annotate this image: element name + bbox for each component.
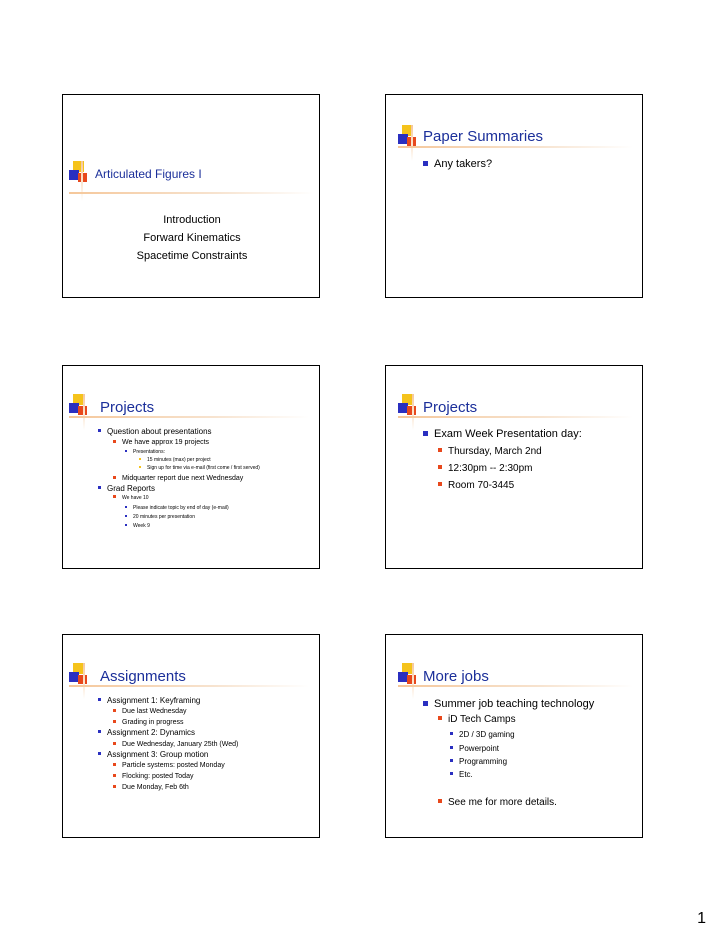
bullet-item: Programming xyxy=(450,758,507,766)
slide-line: Forward Kinematics xyxy=(143,232,241,244)
bullet-item: iD Tech Camps xyxy=(438,715,516,725)
slide-title: More jobs xyxy=(423,668,489,685)
page-number: 1 xyxy=(697,910,706,927)
bullet-item: Grading in progress xyxy=(113,719,183,726)
bullet-item: Assignment 3: Group motion xyxy=(98,751,208,759)
bullet-item: Flocking: posted Today xyxy=(113,773,193,780)
slide-line: Introduction xyxy=(163,214,221,226)
slide-title: Projects xyxy=(100,399,155,416)
bullet-item: We have approx 19 projects xyxy=(113,439,209,446)
bullet-item: Due Monday, Feb 6th xyxy=(113,784,189,791)
bullet-item: Exam Week Presentation day: xyxy=(423,429,582,440)
bullet-item: 20 minutes per presentation xyxy=(125,515,195,520)
bullet-item: Question about presentations xyxy=(98,428,212,436)
slide-title: Paper Summaries xyxy=(423,128,544,145)
slide-1 xyxy=(62,94,320,298)
slide-title: Assignments xyxy=(100,668,186,685)
bullet-item: Week 9 xyxy=(125,524,150,529)
bullet-item: Particle systems: posted Monday xyxy=(113,762,225,769)
bullet-item: Please indicate topic by end of day (e-mail) xyxy=(125,506,229,511)
bullet-item: Etc. xyxy=(450,771,473,779)
slide-5 xyxy=(62,634,320,838)
bullet-item: Any takers? xyxy=(423,159,492,170)
bullet-item: Assignment 2: Dynamics xyxy=(98,729,195,737)
slide-2 xyxy=(385,94,643,298)
slide-3 xyxy=(62,365,320,569)
slide-title: Articulated Figures I xyxy=(95,167,202,181)
bullet-item: Due Wednesday, January 25th (Wed) xyxy=(113,741,238,748)
bullet-item: We have 10 xyxy=(113,496,149,501)
bullet-item: Thursday, March 2nd xyxy=(438,447,542,457)
bullet-item: Summer job teaching technology xyxy=(423,699,594,710)
bullet-item: 15 minutes (max) per project xyxy=(139,458,211,463)
slide-6 xyxy=(385,634,643,838)
bullet-item: Sign up for time via e-mail (first come / first served) xyxy=(139,466,260,471)
bullet-item: 2D / 3D gaming xyxy=(450,731,515,739)
bullet-item: Powerpoint xyxy=(450,745,499,753)
slide-title: Projects xyxy=(423,399,478,416)
bullet-item: 12:30pm -- 2:30pm xyxy=(438,464,533,474)
bullet-item: Room 70-3445 xyxy=(438,481,514,491)
slide-4 xyxy=(385,365,643,569)
slide-line: Spacetime Constraints xyxy=(136,250,248,262)
bullet-item: Presentations: xyxy=(125,450,165,455)
bullet-item: Assignment 1: Keyframing xyxy=(98,697,200,705)
bullet-item: Midquarter report due next Wednesday xyxy=(113,475,243,482)
bullet-item: Due last Wednesday xyxy=(113,708,186,715)
bullet-item: See me for more details. xyxy=(438,798,557,808)
bullet-item: Grad Reports xyxy=(98,485,155,493)
